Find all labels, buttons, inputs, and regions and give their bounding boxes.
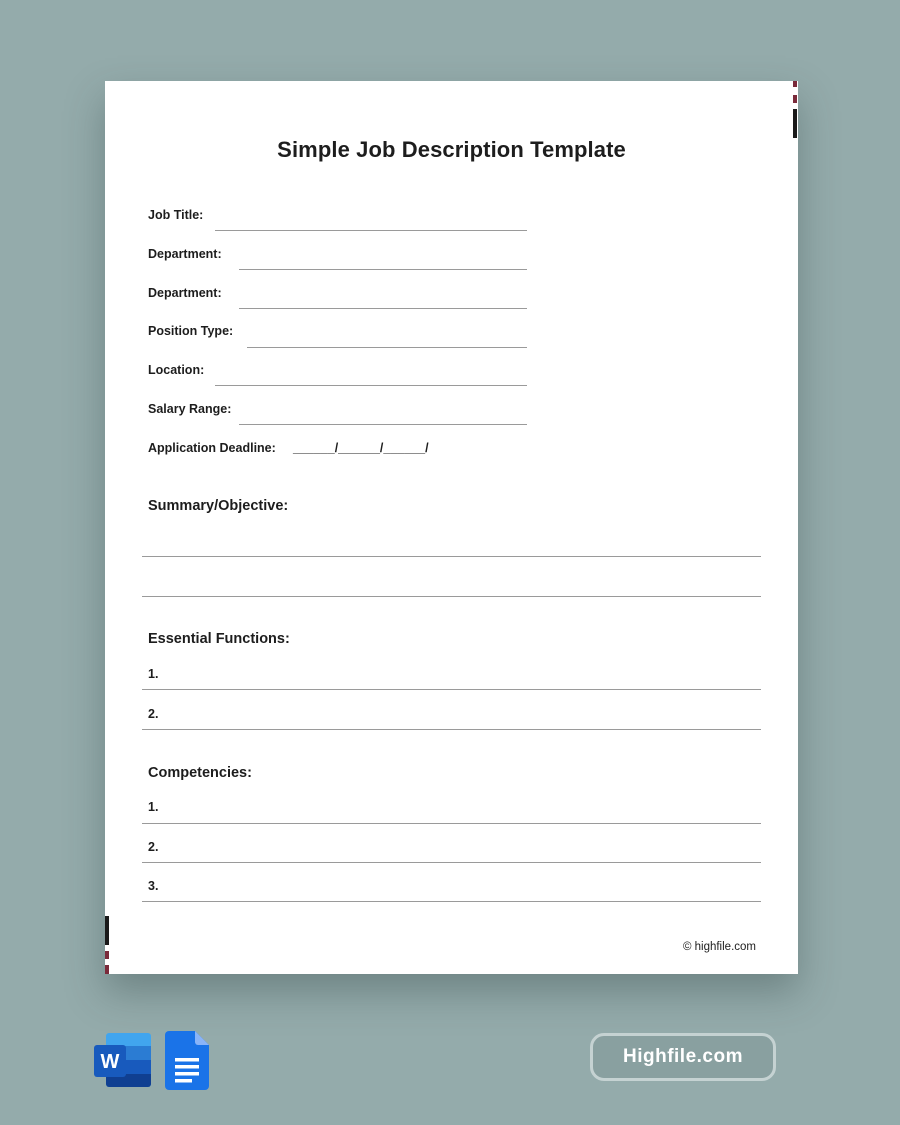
competency-line[interactable] [142, 862, 761, 863]
application-deadline-label: Application Deadline: [148, 441, 276, 455]
crop-mark [105, 916, 109, 945]
salary-range-line[interactable] [239, 424, 527, 425]
location-label: Location: [148, 363, 205, 377]
crop-mark [793, 81, 797, 87]
competency-line[interactable] [142, 823, 761, 824]
job-title-line[interactable] [215, 230, 527, 231]
essential-function-number: 1. [148, 667, 159, 681]
competency-number: 3. [148, 879, 159, 893]
essential-function-number: 2. [148, 707, 159, 721]
crop-mark [105, 951, 109, 959]
highfile-badge[interactable]: Highfile.com [590, 1033, 776, 1081]
position-type-label: Position Type: [148, 324, 234, 338]
essential-function-line[interactable] [142, 689, 761, 690]
essential-functions-heading: Essential Functions: [148, 631, 290, 647]
position-type-line[interactable] [247, 347, 527, 348]
competency-line[interactable] [142, 901, 761, 902]
department-label: Department: [148, 247, 222, 261]
summary-line[interactable] [142, 596, 761, 597]
crop-mark [793, 109, 797, 138]
competency-number: 1. [148, 800, 159, 814]
salary-range-label: Salary Range: [148, 402, 232, 416]
application-deadline-date[interactable]: ______/______/______/ [293, 441, 429, 455]
summary-line[interactable] [142, 556, 761, 557]
summary-heading: Summary/Objective: [148, 498, 289, 514]
document-page [105, 81, 798, 974]
google-docs-icon[interactable] [165, 1031, 209, 1091]
crop-mark [105, 965, 109, 974]
app-icons [94, 1031, 214, 1091]
department-line-2[interactable] [239, 308, 527, 309]
location-line[interactable] [215, 385, 527, 386]
document-title: Simple Job Description Template [277, 137, 626, 162]
competencies-heading: Competencies: [148, 765, 252, 781]
svg-text:W: W [100, 1051, 120, 1073]
essential-function-line[interactable] [142, 729, 761, 730]
copyright-notice: © highfile.com [682, 941, 756, 953]
job-title-label: Job Title: [148, 208, 204, 222]
crop-mark [793, 95, 797, 103]
word-icon[interactable] [94, 1031, 154, 1091]
department-label-2: Department: [148, 286, 222, 300]
department-line[interactable] [239, 269, 527, 270]
competency-number: 2. [148, 840, 159, 854]
